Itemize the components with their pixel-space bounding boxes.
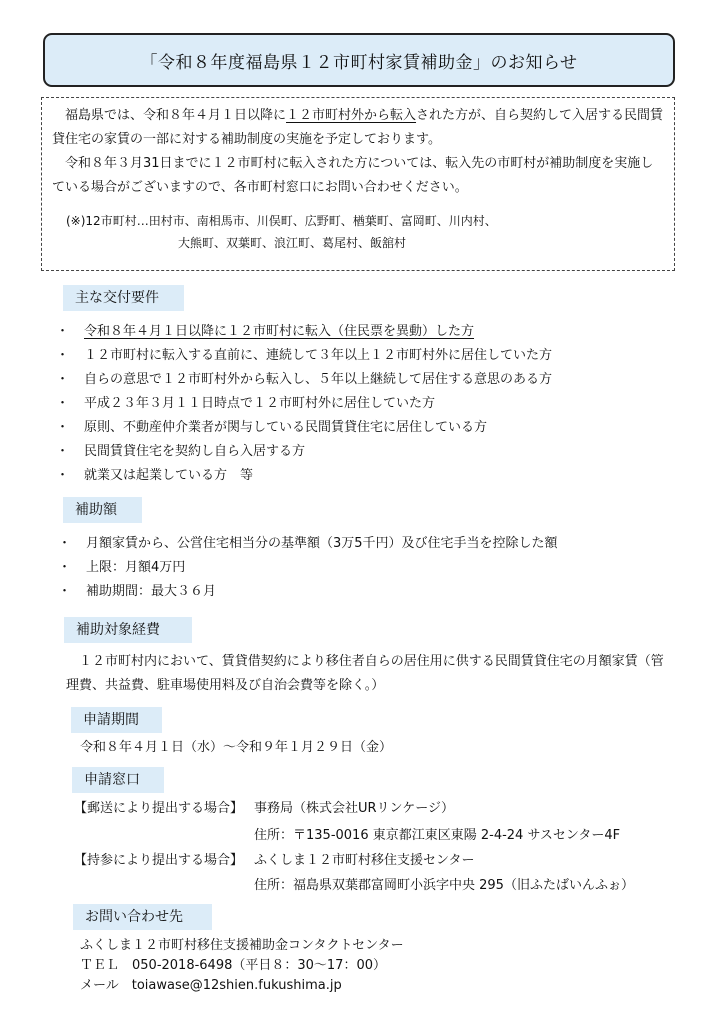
- contact-phone: ＴＥＬ 050‐2018‐6498（平日８：30～17：00）: [80, 958, 386, 973]
- carry-submission-office: ふくしま１２市町村移住支援センター: [254, 853, 475, 868]
- mail-submission-label: 【郵送により提出する場合】: [74, 801, 244, 816]
- office-heading: 申請窓口: [72, 767, 164, 793]
- amount-list: [58, 532, 698, 604]
- list-item: ・ 就業又は起業している方 等: [56, 464, 696, 488]
- list-item: ・ 上限：月額4万円: [58, 556, 698, 580]
- list-item: ・ 令和８年４月１日以降に１２市町村に転入（住民票を異動）した方: [56, 320, 696, 344]
- contact-email[interactable]: メール toiawase@12shien.fukushima.jp: [80, 978, 342, 993]
- mail-submission-row: [74, 797, 454, 821]
- intro-paragraph-2: 令和８年３月31日までに１２市町村に転入された方については、転入先の市町村が補助制度を実施している場合がございますので、各市町村窓口にお問い合わせください。: [52, 156, 654, 195]
- note-line-2: 大熊町、双葉町、浪江町、葛尾村、飯舘村: [178, 236, 407, 250]
- intro-underlined-text: １２市町村外から転入: [286, 108, 417, 123]
- page-title-text: 「令和８年度福島県１２市町村家賃補助金」のお知らせ: [140, 52, 578, 73]
- intro-paragraph-1: [52, 104, 666, 152]
- mail-submission-address: 住所：〒135-0016 東京都江東区東陽 2-4-24 サスセンター4F: [254, 828, 621, 843]
- contact-center-name: ふくしま１２市町村移住支援補助金コンタクトセンター: [80, 938, 404, 953]
- intro-text-after: された方が、自ら契約して入居する民間賃貸住宅の家賃の一部に対する補助制度の実施を予定しております。: [52, 108, 664, 147]
- period-text: 令和８年４月１日（水）～令和９年１月２９日（金）: [80, 740, 393, 755]
- mail-submission-office: 事務局（株式会社URリンケージ）: [254, 801, 455, 816]
- list-item: ・ 民間賃貸住宅を契約し自ら入居する方: [56, 440, 696, 464]
- expenses-heading: 補助対象経費: [64, 617, 192, 643]
- requirements-heading: 主な交付要件: [63, 285, 184, 311]
- list-item: ・ 自らの意思で１２市町村外から転入し、５年以上継続して居住する意思のある方: [56, 368, 696, 392]
- list-item: ・ 原則、不動産仲介業者が関与している民間賃貸住宅に居住している方: [56, 416, 696, 440]
- expenses-text: １２市町村内において、賃貸借契約により移住者自らの居住用に供する民間賃貸住宅の月額家賃（管理費、共益費、駐車場使用料及び自治会費等を除く。）: [66, 654, 664, 693]
- list-item: ・ １２市町村に転入する直前に、連続して３年以上１２市町村外に居住していた方: [56, 344, 696, 368]
- requirements-list: [56, 320, 696, 488]
- municipality-note: [66, 210, 666, 254]
- list-item: ・ 平成２３年３月１１日時点で１２市町村外に居住していた方: [56, 392, 696, 416]
- page-title: [43, 33, 675, 87]
- carry-submission-address: 住所：福島県双葉郡富岡町小浜字中央 295（旧ふたばいんふぉ）: [254, 878, 634, 893]
- inquiry-heading: お問い合わせ先: [73, 904, 212, 930]
- intro-box: [41, 97, 675, 271]
- list-item: ・ 月額家賃から、公営住宅相当分の基準額（3万5千円）及び住宅手当を控除した額: [58, 532, 698, 556]
- intro-text-before: 福島県では、令和８年４月１日以降に: [65, 108, 287, 123]
- list-item: ・ 補助期間：最大３６月: [58, 580, 698, 604]
- note-line-1: (※)12市町村…田村市、南相馬市、川俣町、広野町、楢葉町、富岡町、川内村、: [66, 214, 497, 228]
- carry-submission-row: [74, 849, 474, 873]
- carry-submission-label: 【持参により提出する場合】: [74, 853, 244, 868]
- period-heading: 申請期間: [71, 707, 162, 733]
- amount-heading: 補助額: [63, 497, 142, 523]
